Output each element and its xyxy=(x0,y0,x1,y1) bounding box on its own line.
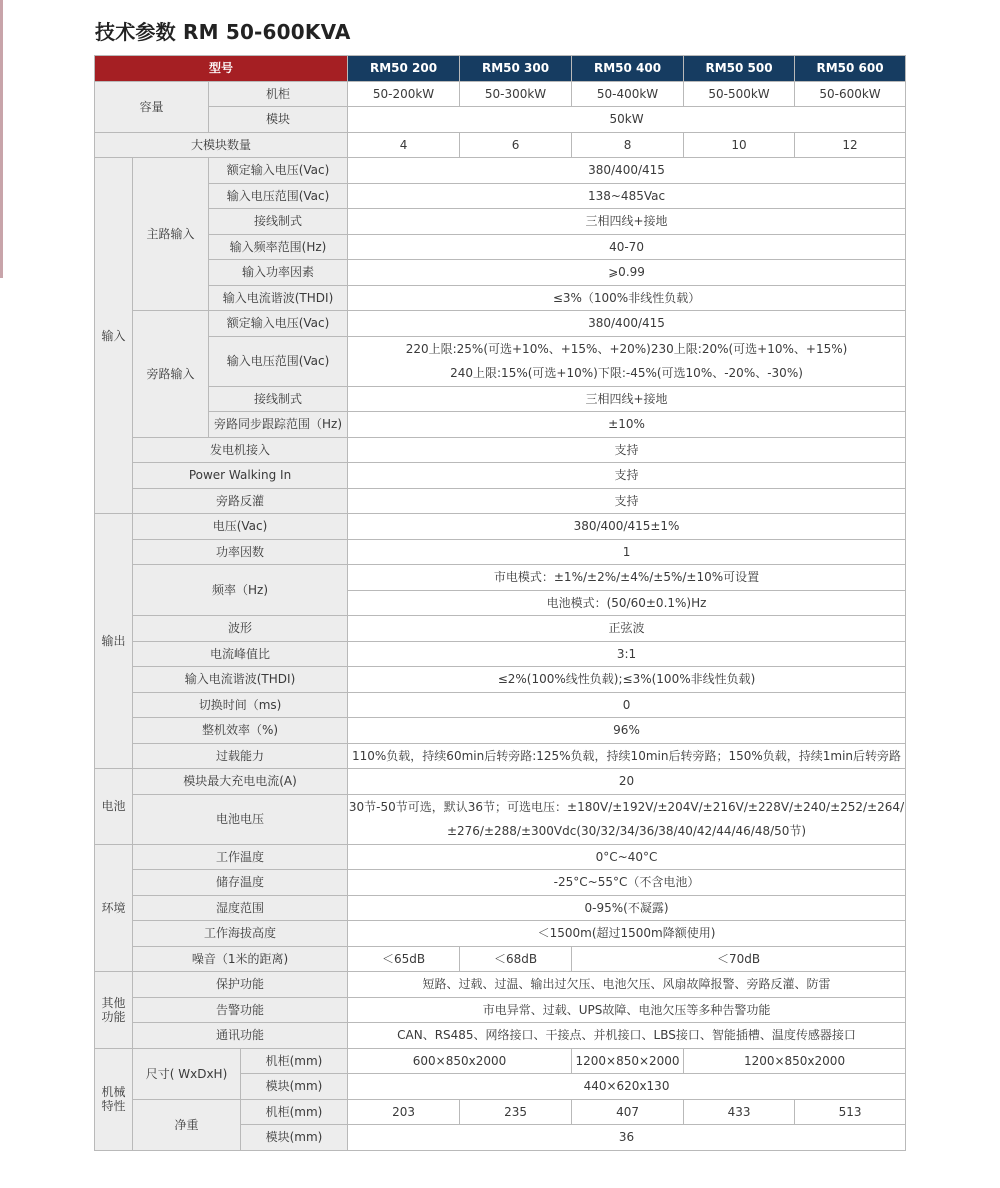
output-freq-label: 频率（Hz) xyxy=(133,565,348,616)
table-row xyxy=(95,514,906,540)
spec-table xyxy=(94,55,906,1151)
mech-size-cabinet-value: 1200×850x2000 xyxy=(684,1048,906,1074)
bypass-rated-value: 380/400/415 xyxy=(348,311,906,337)
table-row xyxy=(95,285,906,311)
model-rm50-500: RM50 500 xyxy=(684,56,795,82)
table-row xyxy=(95,488,906,514)
table-row xyxy=(95,437,906,463)
main-input-row-value: ≤3%（100%非线性负载） xyxy=(348,285,906,311)
table-row xyxy=(95,81,906,107)
table-row xyxy=(95,132,906,158)
max-modules-value: 10 xyxy=(684,132,795,158)
output-crest-label: 电流峰值比 xyxy=(133,641,348,667)
backfeed-label: 旁路反灌 xyxy=(133,488,348,514)
bypass-wiring-value: 三相四线+接地 xyxy=(348,386,906,412)
output-wave-value: 正弦波 xyxy=(348,616,906,642)
bypass-range-line1: 220上限:25%(可选+10%、+15%、+20%)230上限:20%(可选+10%、+15%) xyxy=(348,336,906,361)
table-row xyxy=(95,539,906,565)
env-noise-value: ＜68dB xyxy=(460,946,572,972)
main-input-row-value: ⩾0.99 xyxy=(348,260,906,286)
other-comm-value: CAN、RS485、网络接口、干接点、并机接口、LBS接口、智能插槽、温度传感器接口 xyxy=(348,1023,906,1049)
mech-size-label: 尺寸( WxDxH) xyxy=(133,1048,241,1099)
other-alarm-value: 市电异常、过载、UPS故障、电池欠压等多种告警功能 xyxy=(348,997,906,1023)
model-header: 型号 xyxy=(95,56,348,82)
output-eff-label: 整机效率（%) xyxy=(133,718,348,744)
output-overload-label: 过载能力 xyxy=(133,743,348,769)
other-alarm-label: 告警功能 xyxy=(133,997,348,1023)
other-label-line1: 其他 xyxy=(101,995,126,1010)
output-voltage-label: 电压(Vac) xyxy=(133,514,348,540)
output-eff-value: 96% xyxy=(348,718,906,744)
environment-section-label: 环境 xyxy=(95,844,133,972)
capacity-cabinet-value: 50-600kW xyxy=(795,81,906,107)
output-wave-label: 波形 xyxy=(133,616,348,642)
env-store-temp-value: -25°C~55°C（不含电池） xyxy=(348,870,906,896)
table-row xyxy=(95,412,906,438)
other-label-line2: 功能 xyxy=(101,1009,126,1024)
model-rm50-600: RM50 600 xyxy=(795,56,906,82)
mech-label-line2: 特性 xyxy=(101,1099,126,1113)
env-noise-value: ＜65dB xyxy=(348,946,460,972)
generator-label: 发电机接入 xyxy=(133,437,348,463)
table-row xyxy=(95,311,906,337)
capacity-module-label: 模块 xyxy=(209,107,348,133)
capacity-cabinet-value: 50-300kW xyxy=(460,81,572,107)
page-title: 技术参数 RM 50-600KVA xyxy=(95,20,351,44)
bypass-range-line2: 240上限:15%(可选+10%)下限:-45%(可选10%、-20%、-30%) xyxy=(348,361,906,386)
left-accent-bar xyxy=(0,0,3,278)
capacity-module-value: 50kW xyxy=(348,107,906,133)
max-modules-value: 6 xyxy=(460,132,572,158)
env-work-temp-label: 工作温度 xyxy=(133,844,348,870)
table-row xyxy=(95,921,906,947)
output-crest-value: 3:1 xyxy=(348,641,906,667)
mech-weight-module-value: 36 xyxy=(348,1125,906,1151)
mech-weight-cabinet-value: 407 xyxy=(572,1099,684,1125)
table-row xyxy=(95,667,906,693)
table-row xyxy=(95,209,906,235)
env-humidity-label: 湿度范围 xyxy=(133,895,348,921)
battery-voltage-label: 电池电压 xyxy=(133,794,348,844)
table-row xyxy=(95,616,906,642)
mech-weight-cabinet-value: 433 xyxy=(684,1099,795,1125)
table-row xyxy=(95,1048,906,1074)
table-row xyxy=(95,870,906,896)
table-row xyxy=(95,743,906,769)
main-input-row-value: 138~485Vac xyxy=(348,183,906,209)
table-row xyxy=(95,336,906,361)
capacity-cabinet-value: 50-400kW xyxy=(572,81,684,107)
mech-weight-cabinet-value: 203 xyxy=(348,1099,460,1125)
model-rm50-400: RM50 400 xyxy=(572,56,684,82)
backfeed-value: 支持 xyxy=(348,488,906,514)
main-input-row-label: 输入频率范围(Hz) xyxy=(209,234,348,260)
table-row xyxy=(95,844,906,870)
bypass-rated-label: 额定输入电压(Vac) xyxy=(209,311,348,337)
output-freq-line1: 市电模式：±1%/±2%/±4%/±5%/±10%可设置 xyxy=(348,565,906,591)
table-row xyxy=(95,692,906,718)
battery-voltage-line1: 30节-50节可选，默认36节；可选电压：±180V/±192V/±204V/±216V/±228V/±240/±252/±264/ xyxy=(348,794,906,819)
table-row xyxy=(95,769,906,795)
mech-weight-module-label: 模块(mm) xyxy=(241,1125,348,1151)
main-input-row-label: 输入功率因素 xyxy=(209,260,348,286)
main-input-row-value: 380/400/415 xyxy=(348,158,906,184)
table-row xyxy=(95,794,906,819)
walkin-label: Power Walking In xyxy=(133,463,348,489)
output-voltage-value: 380/400/415±1% xyxy=(348,514,906,540)
other-section-label xyxy=(95,972,133,1049)
table-row xyxy=(95,463,906,489)
table-row xyxy=(95,946,906,972)
bypass-wiring-label: 接线制式 xyxy=(209,386,348,412)
mech-label-line1: 机械 xyxy=(101,1085,126,1099)
table-row xyxy=(95,565,906,591)
main-input-row-label: 接线制式 xyxy=(209,209,348,235)
input-section-label: 输入 xyxy=(95,158,133,514)
main-input-label: 主路输入 xyxy=(133,158,209,311)
mech-weight-cabinet-value: 513 xyxy=(795,1099,906,1125)
table-row xyxy=(95,718,906,744)
output-switch-label: 切换时间（ms) xyxy=(133,692,348,718)
table-row xyxy=(95,234,906,260)
bypass-sync-value: ±10% xyxy=(348,412,906,438)
battery-charge-value: 20 xyxy=(348,769,906,795)
battery-voltage-line2: ±276/±288/±300Vdc(30/32/34/36/38/40/42/44/46/48/50节) xyxy=(348,819,906,844)
table-row xyxy=(95,107,906,133)
max-modules-value: 12 xyxy=(795,132,906,158)
output-thd-label: 输入电流谐波(THDI) xyxy=(133,667,348,693)
header-row xyxy=(95,56,906,82)
other-comm-label: 通讯功能 xyxy=(133,1023,348,1049)
env-noise-value: ＜70dB xyxy=(572,946,906,972)
output-overload-value: 110%负载，持续60min后转旁路:125%负载，持续10min后转旁路；150%负载，持续1min后转旁路 xyxy=(348,743,906,769)
main-input-row-label: 输入电压范围(Vac) xyxy=(209,183,348,209)
mech-size-cabinet-value: 1200×850×2000 xyxy=(572,1048,684,1074)
mech-weight-cabinet-value: 235 xyxy=(460,1099,572,1125)
output-pf-label: 功率因数 xyxy=(133,539,348,565)
battery-section-label: 电池 xyxy=(95,769,133,845)
output-section-label: 输出 xyxy=(95,514,133,769)
other-protect-value: 短路、过载、过温、输出过欠压、电池欠压、风扇故障报警、旁路反灌、防雷 xyxy=(348,972,906,998)
table-row xyxy=(95,158,906,184)
output-freq-line2: 电池模式：(50/60±0.1%)Hz xyxy=(348,590,906,616)
env-store-temp-label: 储存温度 xyxy=(133,870,348,896)
capacity-cabinet-value: 50-500kW xyxy=(684,81,795,107)
main-input-row-label: 输入电流谐波(THDI) xyxy=(209,285,348,311)
mech-weight-label: 净重 xyxy=(133,1099,241,1150)
table-row xyxy=(95,1023,906,1049)
output-thd-value: ≤2%(100%线性负载);≤3%(100%非线性负载) xyxy=(348,667,906,693)
model-rm50-300: RM50 300 xyxy=(460,56,572,82)
table-row xyxy=(95,386,906,412)
output-pf-value: 1 xyxy=(348,539,906,565)
table-row xyxy=(95,1099,906,1125)
capacity-cabinet-value: 50-200kW xyxy=(348,81,460,107)
model-rm50-200: RM50 200 xyxy=(348,56,460,82)
table-row xyxy=(95,895,906,921)
mechanical-section-label xyxy=(95,1048,133,1150)
table-row xyxy=(95,641,906,667)
env-work-temp-value: 0°C~40°C xyxy=(348,844,906,870)
env-humidity-value: 0-95%(不凝露) xyxy=(348,895,906,921)
env-noise-label: 噪音（1米的距离) xyxy=(133,946,348,972)
mech-size-module-label: 模块(mm) xyxy=(241,1074,348,1100)
other-protect-label: 保护功能 xyxy=(133,972,348,998)
env-altitude-label: 工作海拔高度 xyxy=(133,921,348,947)
bypass-range-label: 输入电压范围(Vac) xyxy=(209,336,348,386)
mech-size-cabinet-value: 600×850x2000 xyxy=(348,1048,572,1074)
mech-size-cabinet-label: 机柜(mm) xyxy=(241,1048,348,1074)
max-modules-value: 8 xyxy=(572,132,684,158)
table-row xyxy=(95,972,906,998)
battery-charge-label: 模块最大充电电流(A) xyxy=(133,769,348,795)
table-row xyxy=(95,260,906,286)
bypass-sync-label: 旁路同步跟踪范围（Hz) xyxy=(209,412,348,438)
walkin-value: 支持 xyxy=(348,463,906,489)
table-row xyxy=(95,997,906,1023)
bypass-input-label: 旁路输入 xyxy=(133,311,209,438)
main-input-row-value: 三相四线+接地 xyxy=(348,209,906,235)
max-modules-value: 4 xyxy=(348,132,460,158)
generator-value: 支持 xyxy=(348,437,906,463)
table-row xyxy=(95,183,906,209)
capacity-cabinet-label: 机柜 xyxy=(209,81,348,107)
capacity-label: 容量 xyxy=(95,81,209,132)
max-modules-label: 大模块数量 xyxy=(95,132,348,158)
output-switch-value: 0 xyxy=(348,692,906,718)
main-input-row-value: 40-70 xyxy=(348,234,906,260)
mech-size-module-value: 440×620x130 xyxy=(348,1074,906,1100)
mech-weight-cabinet-label: 机柜(mm) xyxy=(241,1099,348,1125)
main-input-row-label: 额定输入电压(Vac) xyxy=(209,158,348,184)
env-altitude-value: ＜1500m(超过1500m降额使用) xyxy=(348,921,906,947)
